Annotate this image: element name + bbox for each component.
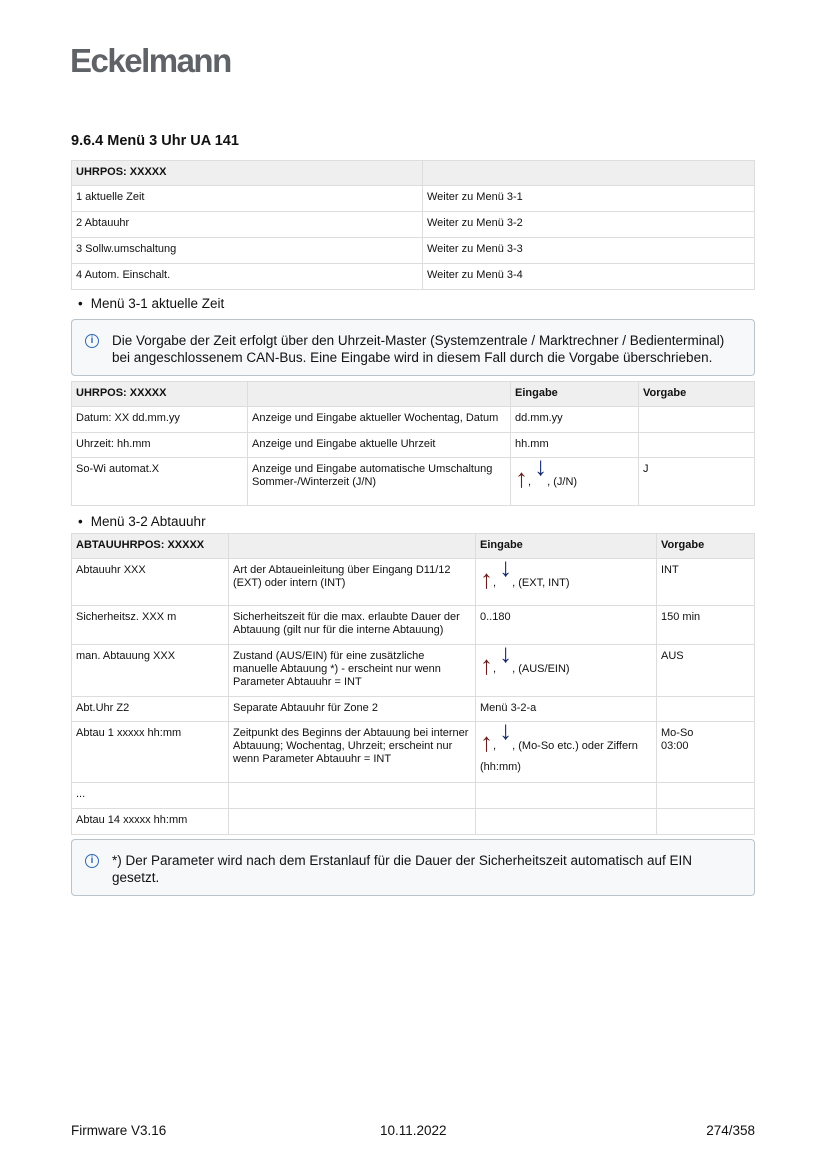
table-row: Abt.Uhr Z2 Separate Abtauuhr für Zone 2 Menü 3-2-a	[72, 697, 755, 722]
table-row: Uhrzeit: hh.mm Anzeige und Eingabe aktuelle Uhrzeit hh.mm	[72, 433, 755, 458]
table-row: man. Abtauung XXX Zustand (AUS/EIN) für eine zusätzliche manuelle Abtauung *) - erscheint nur wenn Parameter Abtauuhr = INT ↑, ↓, (AUS/EIN) AUS	[72, 645, 755, 697]
footer-date: 10.11.2022	[380, 1123, 447, 1138]
info-icon: i	[85, 854, 99, 868]
table-row: Sicherheitsz. XXX m Sicherheitszeit für die max. erlaubte Dauer der Abtauung (gilt nur für die interne Abtauung) 0..180 150 min	[72, 606, 755, 645]
eckelmann-logo: Eckelmann	[70, 42, 231, 79]
arrow-up-icon: ↑	[480, 564, 493, 594]
table-header: UHRPOS: XXXXX	[72, 161, 755, 186]
table-row: So-Wi automat.X Anzeige und Eingabe automatische Umschaltung Sommer-/Winterzeit (J/N) ↑, ↓, (J/N) J	[72, 458, 755, 506]
menu3-table	[71, 160, 755, 290]
info-icon: i	[85, 334, 99, 348]
info-note-safety: i *) Der Parameter wird nach dem Erstanlauf für die Dauer der Sicherheitszeit automatisch auf EIN gesetzt.	[71, 839, 755, 896]
defrost-table	[71, 533, 755, 835]
arrow-up-icon: ↑	[480, 650, 493, 680]
info-note: i Die Vorgabe der Zeit erfolgt über den Uhrzeit-Master (Systemzentrale / Marktrechner / Bedienterminal) bei angeschlossenem CAN-Bus. Eine Eingabe wird in diesem Fall durch die Vorgabe überschrieben.	[71, 319, 755, 376]
bullet-menu-3-2: • Menü 3-2 Abtauuhr	[78, 514, 206, 529]
arrow-down-icon: ↓	[499, 638, 513, 668]
footer-firmware: Firmware V3.16	[71, 1123, 167, 1138]
table-row: Abtau 1 xxxxx hh:mm Zeitpunkt des Beginns der Abtauung bei interner Abtauung; Wochentag, Uhrzeit; erscheint nur wenn Parameter Abtauuhr = INT ↑, ↓, (Mo-So etc.) oder Ziffern (hh:mm) Mo-So 03:00	[72, 722, 755, 783]
arrow-down-icon: ↓	[499, 715, 513, 745]
table-row: Abtauuhr XXX Art der Abtaueinleitung über Eingang D11/12 (EXT) oder intern (INT) ↑, ↓, (EXT, INT) INT	[72, 559, 755, 606]
arrow-up-icon: ↑	[515, 463, 528, 493]
arrow-down-icon: ↓	[499, 552, 513, 582]
table-row: Datum: XX dd.mm.yy Anzeige und Eingabe aktueller Wochentag, Datum dd.mm.yy	[72, 407, 755, 433]
table-header: ABTAUUHRPOS: XXXXX Eingabe Vorgabe	[72, 534, 755, 559]
table-row: ...	[72, 783, 755, 809]
table-row: 3 Sollw.umschaltung Weiter zu Menü 3-3	[72, 238, 755, 264]
bullet-menu-3-1: • Menü 3-1 aktuelle Zeit	[78, 296, 224, 311]
table-header: UHRPOS: XXXXX Eingabe Vorgabe	[72, 382, 755, 407]
table-row: 2 Abtauuhr Weiter zu Menü 3-2	[72, 212, 755, 238]
table-row: Abtau 14 xxxxx hh:mm	[72, 809, 755, 835]
section-title: 9.6.4 Menü 3 Uhr UA 141	[71, 133, 239, 149]
arrow-down-icon: ↓	[534, 451, 548, 481]
arrow-up-icon: ↑	[480, 727, 493, 757]
time-table	[71, 381, 755, 506]
footer-page-number: 274/358	[706, 1123, 755, 1138]
table-row: 1 aktuelle Zeit Weiter zu Menü 3-1	[72, 186, 755, 212]
table-row: 4 Autom. Einschalt. Weiter zu Menü 3-4	[72, 264, 755, 290]
